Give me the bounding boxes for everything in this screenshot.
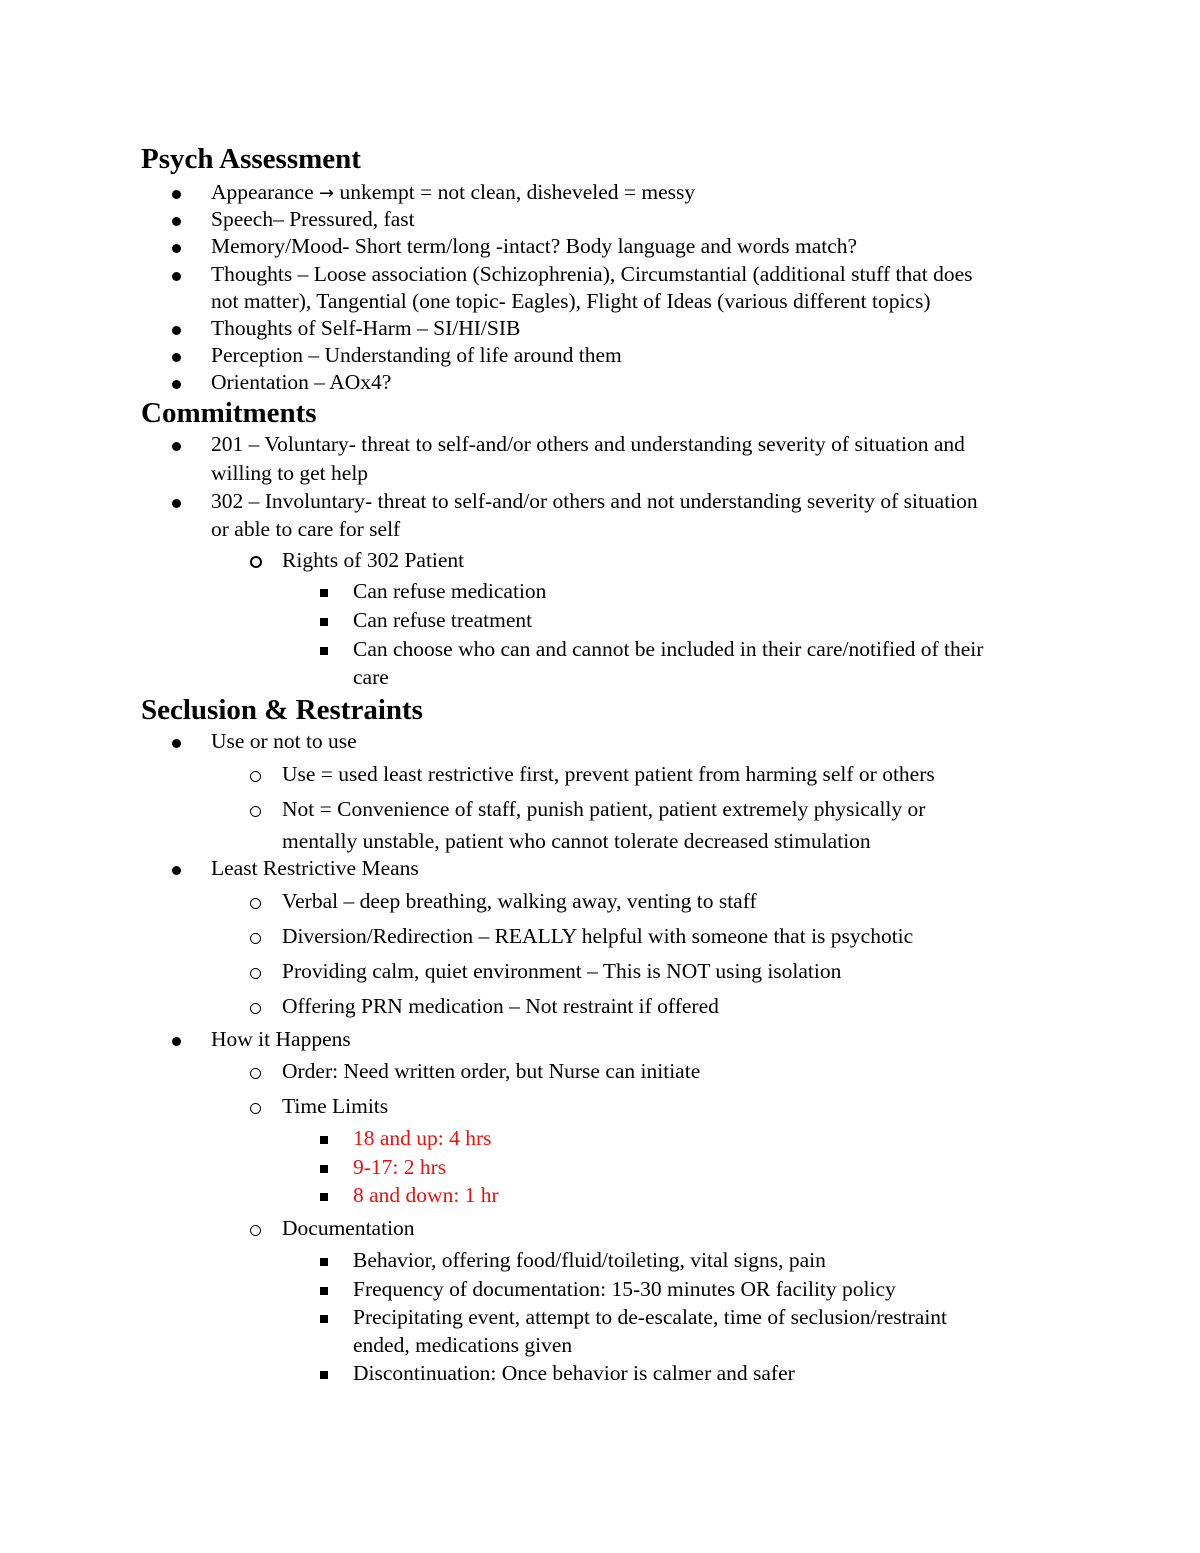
bullet-dot bbox=[172, 314, 181, 342]
psych-perception: Perception – Understanding of life around them bbox=[211, 343, 622, 367]
rights-refuse-treatment: Can refuse treatment bbox=[353, 608, 533, 632]
doc-frequency: Frequency of documentation: 15-30 minutes OR facility policy bbox=[353, 1277, 896, 1301]
how-it-happens-label: How it Happens bbox=[211, 1027, 351, 1051]
bullet-circle bbox=[250, 760, 261, 788]
use-item: Use = used least restrictive first, prevent patient from harming self or others bbox=[282, 762, 935, 786]
time-limit-18-up: 18 and up: 4 hrs bbox=[353, 1126, 492, 1150]
psych-memory-mood: Memory/Mood- Short term/long -intact? Body language and words match? bbox=[211, 234, 858, 258]
bullet-square bbox=[320, 1181, 328, 1209]
doc-discontinuation: Discontinuation: Once behavior is calmer and safer bbox=[353, 1361, 795, 1385]
rights-302-label: Rights of 302 Patient bbox=[282, 548, 465, 572]
bullet-dot bbox=[172, 727, 181, 755]
not-item-line1: Not = Convenience of staff, punish patient, patient extremely physically or bbox=[282, 797, 926, 821]
psych-self-harm: Thoughts of Self-Harm – SI/HI/SIB bbox=[211, 316, 521, 340]
commitment-302-line1: 302 – Involuntary- threat to self-and/or others and not understanding severity of situation bbox=[211, 489, 978, 513]
bullet-dot bbox=[172, 232, 181, 260]
bullet-dot bbox=[172, 260, 181, 288]
bullet-square bbox=[320, 1246, 328, 1274]
bullet-square bbox=[320, 1359, 328, 1387]
commitment-201-line1: 201 – Voluntary- threat to self-and/or others and understanding severity of situation and bbox=[211, 432, 965, 456]
time-limit-8-down: 8 and down: 1 hr bbox=[353, 1183, 499, 1207]
bullet-circle bbox=[250, 1214, 261, 1242]
doc-precipitating-line1: Precipitating event, attempt to de-escalate, time of seclusion/restraint bbox=[353, 1305, 948, 1329]
bullet-circle bbox=[250, 1057, 261, 1085]
doc-precipitating-line2: ended, medications given bbox=[353, 1333, 573, 1357]
commitment-302-line2: or able to care for self bbox=[211, 517, 401, 541]
rights-choose-line2: care bbox=[353, 665, 389, 689]
bullet-circle bbox=[250, 992, 261, 1020]
bullet-circle bbox=[250, 957, 261, 985]
bullet-square bbox=[320, 1124, 328, 1152]
rights-choose-line1: Can choose who can and cannot be included in their care/notified of their bbox=[353, 637, 984, 661]
least-prn-medication: Offering PRN medication – Not restraint if offered bbox=[282, 994, 719, 1018]
time-limit-9-17: 9-17: 2 hrs bbox=[353, 1155, 447, 1179]
bullet-square bbox=[320, 1153, 328, 1181]
least-calm-environment: Providing calm, quiet environment – This is NOT using isolation bbox=[282, 959, 842, 983]
psych-speech: Speech– Pressured, fast bbox=[211, 207, 415, 231]
bullet-dot bbox=[172, 205, 181, 233]
psych-thoughts-line2: not matter), Tangential (one topic- Eagles), Flight of Ideas (various different topics) bbox=[211, 289, 931, 313]
psych-orientation: Orientation – AOx4? bbox=[211, 370, 392, 394]
bullet-circle bbox=[250, 887, 261, 915]
rights-refuse-medication: Can refuse medication bbox=[353, 579, 547, 603]
bullet-dot bbox=[172, 341, 181, 369]
psych-thoughts-line1: Thoughts – Loose association (Schizophrenia), Circumstantial (additional stuff that does bbox=[211, 262, 973, 286]
heading-commitments: Commitments bbox=[141, 397, 317, 429]
heading-psych-assessment: Psych Assessment bbox=[141, 143, 361, 175]
bullet-circle bbox=[250, 795, 261, 823]
not-item-line2: mentally unstable, patient who cannot tolerate decreased stimulation bbox=[282, 829, 871, 853]
bullet-square bbox=[320, 577, 328, 605]
least-diversion: Diversion/Redirection – REALLY helpful with someone that is psychotic bbox=[282, 924, 914, 948]
least-restrictive-label: Least Restrictive Means bbox=[211, 856, 419, 880]
bullet-square bbox=[320, 1275, 328, 1303]
heading-seclusion-restraints: Seclusion & Restraints bbox=[141, 694, 423, 726]
bullet-circle bbox=[250, 1092, 261, 1120]
doc-behavior: Behavior, offering food/fluid/toileting, vital signs, pain bbox=[353, 1248, 826, 1272]
least-verbal: Verbal – deep breathing, walking away, venting to staff bbox=[282, 889, 757, 913]
bullet-square bbox=[320, 606, 328, 634]
bullet-circle bbox=[250, 922, 261, 950]
bullet-dot bbox=[172, 854, 181, 882]
bullet-square bbox=[320, 635, 328, 663]
bullet-dot bbox=[172, 1025, 181, 1053]
bullet-dot bbox=[172, 430, 181, 458]
bullet-dot bbox=[172, 487, 181, 515]
bullet-circle bbox=[250, 546, 262, 574]
commitment-201-line2: willing to get help bbox=[211, 461, 369, 485]
bullet-dot bbox=[172, 368, 181, 396]
bullet-dot bbox=[172, 178, 181, 206]
documentation-label: Documentation bbox=[282, 1216, 415, 1240]
use-or-not-label: Use or not to use bbox=[211, 729, 357, 753]
time-limits-label: Time Limits bbox=[282, 1094, 389, 1118]
psych-appearance: Appearance → unkempt = not clean, disheveled = messy bbox=[211, 180, 696, 204]
arrow-right-icon: → bbox=[319, 183, 335, 204]
bullet-square bbox=[320, 1303, 328, 1331]
how-order: Order: Need written order, but Nurse can initiate bbox=[282, 1059, 701, 1083]
